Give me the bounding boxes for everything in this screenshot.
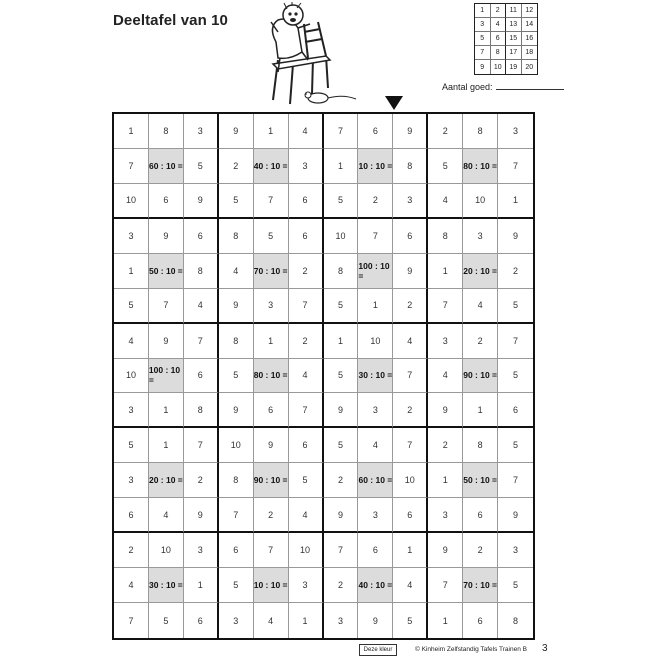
number-cell[interactable]: 6: [393, 498, 428, 533]
number-cell[interactable]: 6: [184, 219, 219, 254]
start-arrow-icon: [385, 96, 403, 110]
number-cell[interactable]: 5: [219, 568, 254, 603]
puzzle-board: [112, 112, 535, 640]
score-cell: 4: [491, 18, 507, 32]
number-cell[interactable]: 1: [114, 114, 149, 149]
number-cell[interactable]: 5: [114, 428, 149, 463]
number-cell[interactable]: 7: [393, 359, 428, 394]
number-cell[interactable]: 6: [498, 393, 533, 428]
number-cell[interactable]: 3: [114, 463, 149, 498]
number-cell[interactable]: 9: [219, 114, 254, 149]
number-cell[interactable]: 3: [358, 393, 393, 428]
number-cell[interactable]: 5: [324, 289, 359, 324]
number-cell[interactable]: 3: [358, 498, 393, 533]
number-cell[interactable]: 7: [114, 603, 149, 638]
number-cell[interactable]: 2: [428, 114, 463, 149]
number-cell[interactable]: 6: [463, 498, 498, 533]
number-cell[interactable]: 2: [393, 289, 428, 324]
division-question-cell[interactable]: 100 : 10 =: [358, 254, 393, 289]
score-cell: 5: [475, 32, 491, 46]
division-question-cell[interactable]: 40 : 10 =: [254, 149, 289, 184]
number-cell[interactable]: 9: [358, 603, 393, 638]
number-cell[interactable]: 6: [149, 184, 184, 219]
number-cell[interactable]: 9: [393, 254, 428, 289]
number-cell[interactable]: 9: [428, 393, 463, 428]
number-cell[interactable]: 2: [463, 324, 498, 359]
number-cell[interactable]: 1: [149, 393, 184, 428]
division-question-cell[interactable]: 30 : 10 =: [149, 568, 184, 603]
number-cell[interactable]: 9: [324, 393, 359, 428]
number-cell[interactable]: 1: [324, 149, 359, 184]
number-cell[interactable]: 1: [428, 603, 463, 638]
score-cell: 13: [506, 18, 522, 32]
score-cell: 6: [491, 32, 507, 46]
aantal-goed-label: Aantal goed:: [442, 82, 493, 92]
number-cell[interactable]: 7: [184, 324, 219, 359]
score-cell: 9: [475, 60, 491, 74]
number-cell[interactable]: 7: [254, 184, 289, 219]
number-cell[interactable]: 6: [393, 219, 428, 254]
footer-credit: © Kinheim Zelfstandig Tafels Trainen B: [415, 646, 527, 653]
number-cell[interactable]: 4: [114, 568, 149, 603]
number-cell[interactable]: 3: [219, 603, 254, 638]
division-question-cell[interactable]: 90 : 10 =: [463, 359, 498, 394]
number-cell[interactable]: 1: [254, 324, 289, 359]
score-cell: 20: [525, 63, 534, 71]
division-question-cell[interactable]: 20 : 10 =: [463, 254, 498, 289]
number-cell[interactable]: 7: [219, 498, 254, 533]
number-cell[interactable]: 7: [289, 289, 324, 324]
score-cell: 7: [475, 46, 491, 60]
aantal-goed: [442, 81, 564, 92]
page-number: 3: [542, 643, 548, 654]
score-cell: 10: [491, 60, 507, 74]
number-cell[interactable]: 5: [498, 289, 533, 324]
number-cell[interactable]: 7: [149, 289, 184, 324]
score-cell: 11: [506, 4, 522, 18]
number-cell[interactable]: 6: [289, 219, 324, 254]
color-key-button: Deze kleur: [359, 644, 397, 656]
number-cell[interactable]: 1: [428, 463, 463, 498]
number-cell[interactable]: 3: [498, 114, 533, 149]
number-cell[interactable]: 5: [289, 463, 324, 498]
number-cell[interactable]: 1: [289, 603, 324, 638]
number-cell[interactable]: 2: [184, 463, 219, 498]
number-cell[interactable]: 4: [358, 428, 393, 463]
number-cell[interactable]: 6: [114, 498, 149, 533]
number-cell[interactable]: 6: [358, 114, 393, 149]
number-cell[interactable]: 9: [498, 219, 533, 254]
number-cell[interactable]: 2: [498, 254, 533, 289]
number-cell[interactable]: 6: [463, 603, 498, 638]
number-cell[interactable]: 7: [498, 463, 533, 498]
number-cell[interactable]: 2: [324, 463, 359, 498]
number-cell[interactable]: 5: [324, 184, 359, 219]
division-question-cell[interactable]: 100 : 10 =: [149, 359, 184, 394]
division-question-cell[interactable]: 30 : 10 =: [358, 359, 393, 394]
number-cell[interactable]: 2: [393, 393, 428, 428]
number-cell[interactable]: 2: [254, 498, 289, 533]
score-cell: 12: [522, 4, 538, 18]
division-question-cell[interactable]: 40 : 10 =: [358, 568, 393, 603]
number-cell[interactable]: 2: [358, 184, 393, 219]
number-cell[interactable]: 4: [463, 289, 498, 324]
number-cell[interactable]: 4: [114, 324, 149, 359]
division-question-cell[interactable]: 50 : 10 =: [463, 463, 498, 498]
number-cell[interactable]: 6: [289, 428, 324, 463]
division-question-cell[interactable]: 70 : 10 =: [254, 254, 289, 289]
number-cell[interactable]: 5: [149, 603, 184, 638]
number-cell[interactable]: 3: [254, 289, 289, 324]
number-cell[interactable]: 10: [358, 324, 393, 359]
number-cell[interactable]: 5: [498, 568, 533, 603]
score-grid: [474, 3, 538, 75]
number-cell[interactable]: 1: [498, 184, 533, 219]
number-cell[interactable]: 7: [498, 149, 533, 184]
number-cell[interactable]: 7: [428, 568, 463, 603]
number-cell[interactable]: 3: [184, 114, 219, 149]
score-cell: 16: [522, 32, 538, 46]
number-cell[interactable]: 8: [393, 149, 428, 184]
division-question-cell[interactable]: 20 : 10 =: [149, 463, 184, 498]
number-cell[interactable]: 5: [498, 428, 533, 463]
number-cell[interactable]: 9: [219, 393, 254, 428]
number-cell[interactable]: 7: [358, 219, 393, 254]
number-cell[interactable]: 8: [324, 254, 359, 289]
number-cell[interactable]: 1: [114, 254, 149, 289]
number-cell[interactable]: 6: [219, 533, 254, 568]
number-cell[interactable]: 4: [149, 498, 184, 533]
number-cell[interactable]: 5: [498, 359, 533, 394]
number-cell[interactable]: 3: [289, 568, 324, 603]
page-title: Deeltafel van 10: [113, 12, 228, 29]
number-cell[interactable]: 7: [254, 533, 289, 568]
number-cell[interactable]: 7: [393, 428, 428, 463]
number-cell[interactable]: 3: [498, 533, 533, 568]
number-cell[interactable]: 7: [428, 289, 463, 324]
number-cell[interactable]: 9: [428, 533, 463, 568]
score-cell: 14: [522, 18, 538, 32]
number-cell[interactable]: 5: [184, 149, 219, 184]
number-cell[interactable]: 3: [428, 498, 463, 533]
number-cell[interactable]: 2: [219, 149, 254, 184]
number-cell[interactable]: 5: [393, 603, 428, 638]
division-question-cell[interactable]: 90 : 10 =: [254, 463, 289, 498]
score-cell: 8: [491, 46, 507, 60]
division-question-cell[interactable]: 80 : 10 =: [254, 359, 289, 394]
division-question-cell[interactable]: 60 : 10 =: [358, 463, 393, 498]
number-cell[interactable]: 2: [289, 324, 324, 359]
number-cell[interactable]: 4: [289, 498, 324, 533]
number-cell[interactable]: 4: [428, 359, 463, 394]
number-cell[interactable]: 4: [428, 184, 463, 219]
number-cell[interactable]: 10: [393, 463, 428, 498]
number-cell[interactable]: 3: [324, 603, 359, 638]
number-cell[interactable]: 1: [324, 324, 359, 359]
number-cell[interactable]: 1: [428, 254, 463, 289]
number-cell[interactable]: 3: [428, 324, 463, 359]
number-cell[interactable]: 3: [184, 533, 219, 568]
number-cell[interactable]: 9: [184, 184, 219, 219]
number-cell[interactable]: 8: [513, 615, 519, 626]
number-cell[interactable]: 7: [324, 533, 359, 568]
number-cell[interactable]: 9: [149, 324, 184, 359]
number-cell[interactable]: 4: [393, 324, 428, 359]
number-cell[interactable]: 4: [393, 568, 428, 603]
number-cell[interactable]: 1: [149, 428, 184, 463]
number-cell[interactable]: 10: [219, 428, 254, 463]
number-cell[interactable]: 10: [463, 184, 498, 219]
number-cell[interactable]: 1: [463, 393, 498, 428]
number-cell[interactable]: 8: [149, 114, 184, 149]
number-cell[interactable]: 8: [184, 254, 219, 289]
number-cell[interactable]: 10: [149, 533, 184, 568]
number-cell[interactable]: 2: [114, 533, 149, 568]
division-question-cell[interactable]: 70 : 10 =: [463, 568, 498, 603]
number-cell[interactable]: 9: [393, 114, 428, 149]
number-cell[interactable]: 9: [149, 219, 184, 254]
number-cell[interactable]: 5: [324, 428, 359, 463]
number-cell[interactable]: 2: [289, 254, 324, 289]
number-cell[interactable]: 6: [289, 184, 324, 219]
number-cell[interactable]: 2: [463, 533, 498, 568]
number-cell[interactable]: 9: [219, 289, 254, 324]
number-cell[interactable]: 10: [114, 359, 149, 394]
number-cell[interactable]: 3: [114, 219, 149, 254]
number-cell[interactable]: 3: [114, 393, 149, 428]
number-cell[interactable]: 8: [219, 463, 254, 498]
aantal-goed-answer-line[interactable]: [496, 81, 564, 90]
number-cell[interactable]: 10: [289, 533, 324, 568]
number-cell[interactable]: 9: [324, 498, 359, 533]
number-cell[interactable]: 3: [463, 219, 498, 254]
number-cell[interactable]: 7: [184, 428, 219, 463]
number-cell[interactable]: 7: [498, 324, 533, 359]
score-cell: 3: [475, 18, 491, 32]
number-cell[interactable]: 7: [324, 114, 359, 149]
number-cell[interactable]: 9: [184, 498, 219, 533]
division-question-cell[interactable]: 80 : 10 =: [463, 149, 498, 184]
number-cell[interactable]: 5: [114, 289, 149, 324]
division-question-cell[interactable]: 50 : 10 =: [149, 254, 184, 289]
number-cell[interactable]: 8: [219, 219, 254, 254]
number-cell[interactable]: 10: [114, 184, 149, 219]
number-cell[interactable]: 2: [428, 428, 463, 463]
number-cell[interactable]: 2: [324, 568, 359, 603]
number-cell[interactable]: 8: [463, 114, 498, 149]
number-cell[interactable]: 6: [358, 533, 393, 568]
number-cell[interactable]: 8: [428, 219, 463, 254]
score-cell: 2: [491, 4, 507, 18]
score-cell: 17: [506, 46, 522, 60]
score-cell: 1: [475, 4, 491, 18]
number-cell[interactable]: 6: [184, 603, 219, 638]
number-cell[interactable]: 1: [254, 114, 289, 149]
number-cell[interactable]: 7: [289, 393, 324, 428]
division-question-cell[interactable]: 60 : 10 =: [149, 149, 184, 184]
number-cell[interactable]: 9: [498, 498, 533, 533]
number-cell[interactable]: 1: [393, 533, 428, 568]
number-cell[interactable]: 8: [219, 324, 254, 359]
number-cell[interactable]: 7: [114, 149, 149, 184]
number-cell[interactable]: 5: [324, 359, 359, 394]
score-cell: 15: [506, 32, 522, 46]
number-cell[interactable]: 4: [289, 114, 324, 149]
number-cell[interactable]: 8: [463, 428, 498, 463]
number-cell[interactable]: 4: [254, 603, 289, 638]
number-cell[interactable]: 5: [428, 149, 463, 184]
number-cell[interactable]: 8: [184, 393, 219, 428]
number-cell[interactable]: 1: [184, 568, 219, 603]
number-cell[interactable]: 4: [219, 254, 254, 289]
number-cell[interactable]: 9: [254, 428, 289, 463]
score-cell: 19: [506, 60, 522, 74]
number-cell[interactable]: 5: [219, 359, 254, 394]
number-cell[interactable]: 5: [254, 219, 289, 254]
division-question-cell[interactable]: 10 : 10 =: [254, 568, 289, 603]
score-cell: 18: [522, 46, 538, 60]
division-question-cell[interactable]: 10 : 10 =: [358, 149, 393, 184]
cartoon-chair-mouse-illustration: [238, 2, 368, 108]
number-cell[interactable]: 10: [324, 219, 359, 254]
number-cell[interactable]: 6: [184, 359, 219, 394]
number-cell[interactable]: 4: [184, 289, 219, 324]
number-cell[interactable]: 3: [393, 184, 428, 219]
number-cell[interactable]: 5: [219, 184, 254, 219]
number-cell[interactable]: 3: [289, 149, 324, 184]
number-cell[interactable]: 1: [358, 289, 393, 324]
number-cell[interactable]: 4: [289, 359, 324, 394]
number-cell[interactable]: 6: [254, 393, 289, 428]
